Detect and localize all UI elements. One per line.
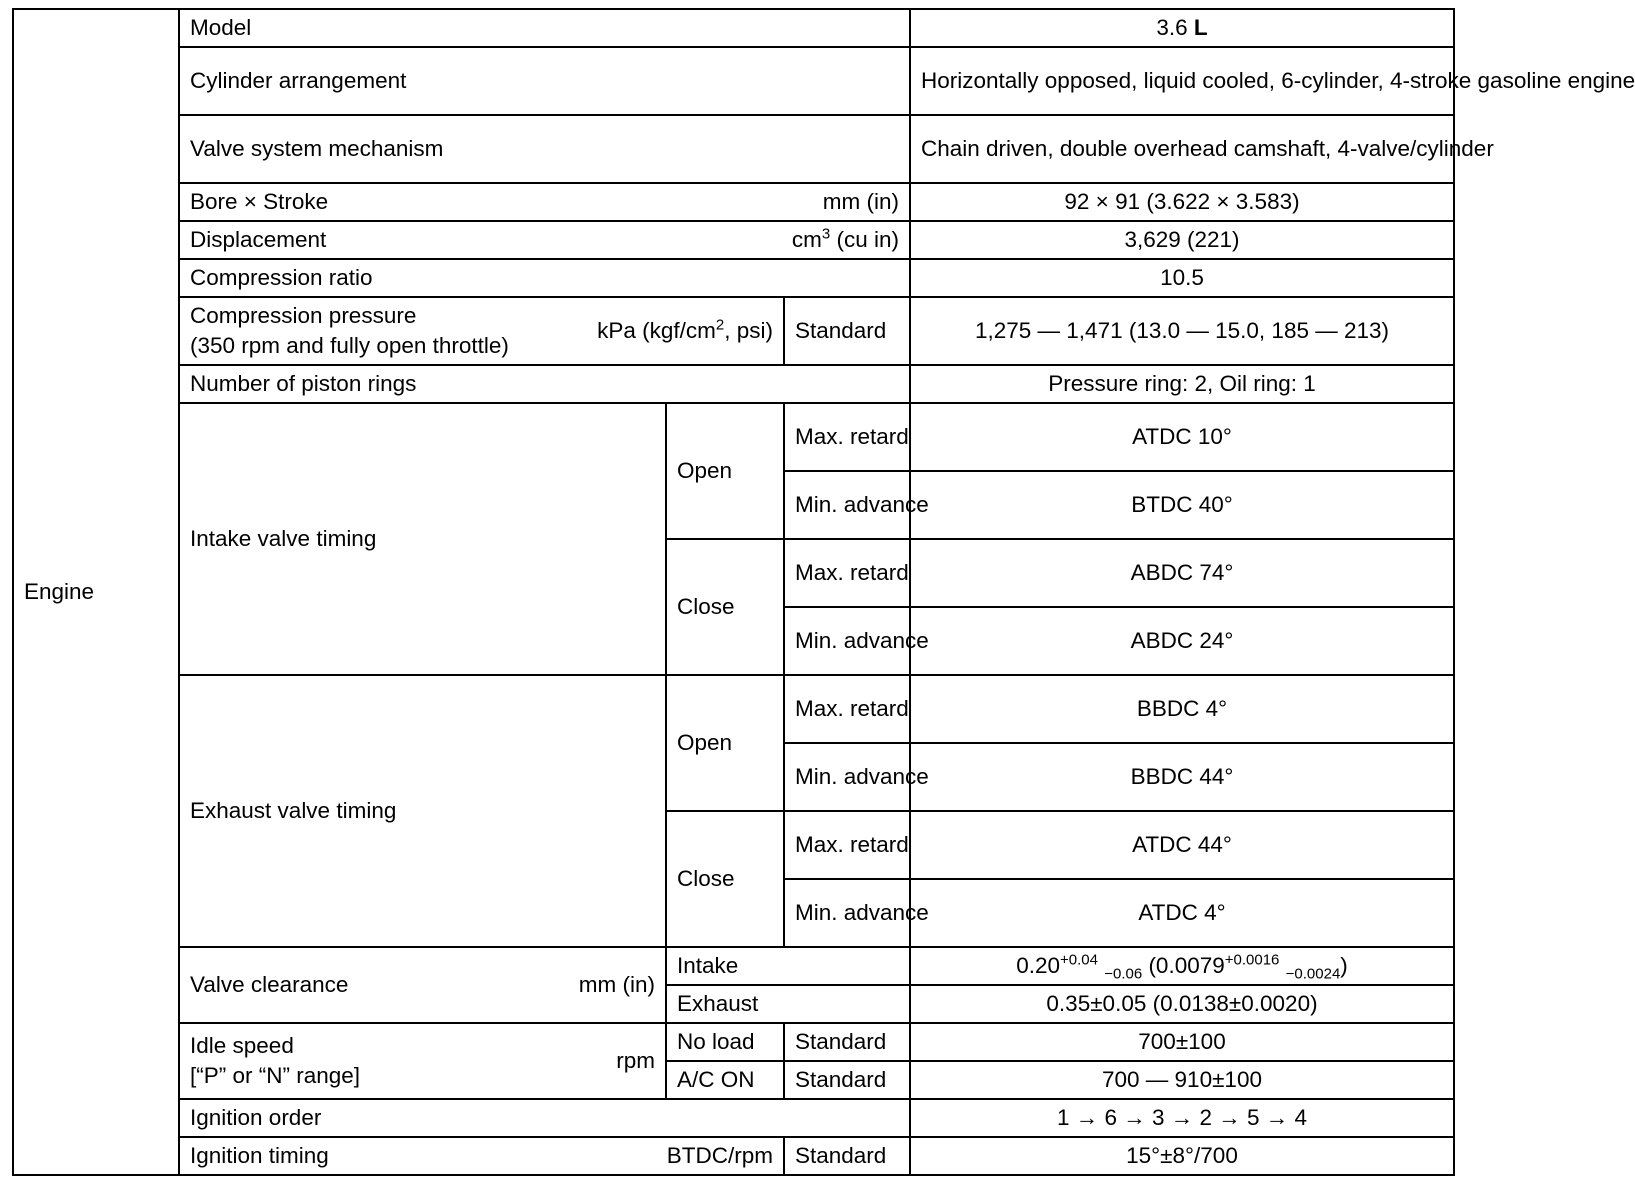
valve-clearance-intake-value: $0.20^{+0.04}$ $_{-0.06}$ ($0.0079^{+0.0016}$ $_{-0.0024}$) — [910, 947, 1454, 985]
row-exhaust-open-max — [13, 675, 1454, 743]
row-cylinder-arrangement — [13, 47, 1454, 115]
row-ignition-order — [13, 1099, 1454, 1137]
valve-clearance-unit: mm (in) — [578, 972, 655, 997]
valve-clearance-label: Valve clearance — [190, 972, 349, 997]
row-ignition-timing — [13, 1137, 1454, 1175]
intake-open-min-value: BTDC 40° — [910, 471, 1454, 539]
idle-ac-on-label: A/C ON — [666, 1061, 784, 1099]
cylinder-arrangement-value: Horizontally opposed, liquid cooled, 6-cylinder, 4-stroke gasoline engine — [910, 47, 1454, 115]
compression-ratio-value: 10.5 — [910, 259, 1454, 297]
displacement-label-cell — [179, 221, 910, 259]
intake-open-max-value: ATDC 10° — [910, 403, 1454, 471]
valve-clearance-exhaust-value: 0.35±0.05 (0.0138±0.0020) — [910, 985, 1454, 1023]
exhaust-close-max-value: ATDC 44° — [910, 811, 1454, 879]
row-compression-pressure — [13, 297, 1454, 365]
compression-pressure-value: 1,275 — 1,471 (13.0 — 15.0, 185 — 213) — [910, 297, 1454, 365]
model-value: 3.6 L — [910, 9, 1454, 47]
intake-close-min-label: Min. advance — [784, 607, 910, 675]
compression-pressure-unit: kPa ($kgf/cm^2$, psi) — [597, 316, 773, 343]
row-intake-open-max — [13, 403, 1454, 471]
ignition-order-label: Ignition order — [179, 1099, 910, 1137]
idle-speed-unit: rpm — [616, 1048, 655, 1073]
model-label: Model — [179, 9, 910, 47]
bore-stroke-label-cell — [179, 183, 910, 221]
intake-close-max-value: ABDC 74° — [910, 539, 1454, 607]
exhaust-close-max-label: Max. retard — [784, 811, 910, 879]
row-idle-no-load — [13, 1023, 1454, 1061]
intake-open-max-label: Max. retard — [784, 403, 910, 471]
intake-timing-label: Intake valve timing — [179, 403, 666, 675]
ignition-timing-unit: BTDC/rpm — [666, 1143, 773, 1168]
displacement-label: Displacement — [190, 227, 327, 252]
bore-stroke-value: 92 × 91 (3.622 × 3.583) — [910, 183, 1454, 221]
idle-speed-label-cell — [179, 1023, 666, 1099]
intake-open-label: Open — [666, 403, 784, 539]
idle-ac-on-value: 700 — 910±100 — [910, 1061, 1454, 1099]
section-label: Engine — [13, 9, 179, 1175]
valve-clearance-label-cell — [179, 947, 666, 1023]
valve-system-label: Valve system mechanism — [179, 115, 910, 183]
bore-stroke-label: Bore × Stroke — [190, 189, 329, 214]
row-piston-rings — [13, 365, 1454, 403]
engine-spec-table — [12, 8, 1635, 1176]
row-compression-ratio — [13, 259, 1454, 297]
row-valve-clearance-intake — [13, 947, 1454, 985]
intake-close-max-label: Max. retard — [784, 539, 910, 607]
piston-rings-value: Pressure ring: 2, Oil ring: 1 — [910, 365, 1454, 403]
idle-speed-label: Idle speed [“P” or “N” range] — [190, 1033, 361, 1088]
displacement-unit: $cm^3$ (cu in) — [791, 225, 899, 252]
idle-no-load-condition: Standard — [784, 1023, 910, 1061]
row-model — [13, 9, 1454, 47]
compression-pressure-label-cell — [179, 297, 784, 365]
idle-no-load-label: No load — [666, 1023, 784, 1061]
ignition-timing-label: Ignition timing — [190, 1143, 329, 1168]
piston-rings-label: Number of piston rings — [179, 365, 910, 403]
exhaust-open-min-label: Min. advance — [784, 743, 910, 811]
compression-ratio-label: Compression ratio — [179, 259, 910, 297]
exhaust-open-max-label: Max. retard — [784, 675, 910, 743]
ignition-timing-condition: Standard — [784, 1137, 910, 1175]
exhaust-timing-label: Exhaust valve timing — [179, 675, 666, 947]
row-bore-stroke — [13, 183, 1454, 221]
displacement-value: 3,629 (221) — [910, 221, 1454, 259]
valve-clearance-exhaust-label: Exhaust — [666, 985, 910, 1023]
intake-open-min-label: Min. advance — [784, 471, 910, 539]
compression-pressure-label: Compression pressure (350 rpm and fully open throttle) — [190, 303, 509, 358]
idle-no-load-value: 700±100 — [910, 1023, 1454, 1061]
compression-pressure-condition: Standard — [784, 297, 910, 365]
intake-close-min-value: ABDC 24° — [910, 607, 1454, 675]
ignition-timing-value: 15°±8°/700 — [910, 1137, 1454, 1175]
cylinder-arrangement-label: Cylinder arrangement — [179, 47, 910, 115]
idle-ac-on-condition: Standard — [784, 1061, 910, 1099]
exhaust-open-min-value: BBDC 44° — [910, 743, 1454, 811]
valve-clearance-intake-label: Intake — [666, 947, 910, 985]
ignition-timing-label-cell — [179, 1137, 784, 1175]
intake-close-label: Close — [666, 539, 784, 675]
exhaust-open-label: Open — [666, 675, 784, 811]
valve-system-value: Chain driven, double overhead camshaft, 4-valve/cylinder — [910, 115, 1454, 183]
bore-stroke-unit: mm (in) — [822, 189, 899, 214]
ignition-order-value: 1 → 6 → 3 → 2 → 5 → 4 — [910, 1099, 1454, 1137]
row-valve-system — [13, 115, 1454, 183]
exhaust-close-label: Close — [666, 811, 784, 947]
exhaust-open-max-value: BBDC 4° — [910, 675, 1454, 743]
exhaust-close-min-label: Min. advance — [784, 879, 910, 947]
exhaust-close-min-value: ATDC 4° — [910, 879, 1454, 947]
row-displacement — [13, 221, 1454, 259]
